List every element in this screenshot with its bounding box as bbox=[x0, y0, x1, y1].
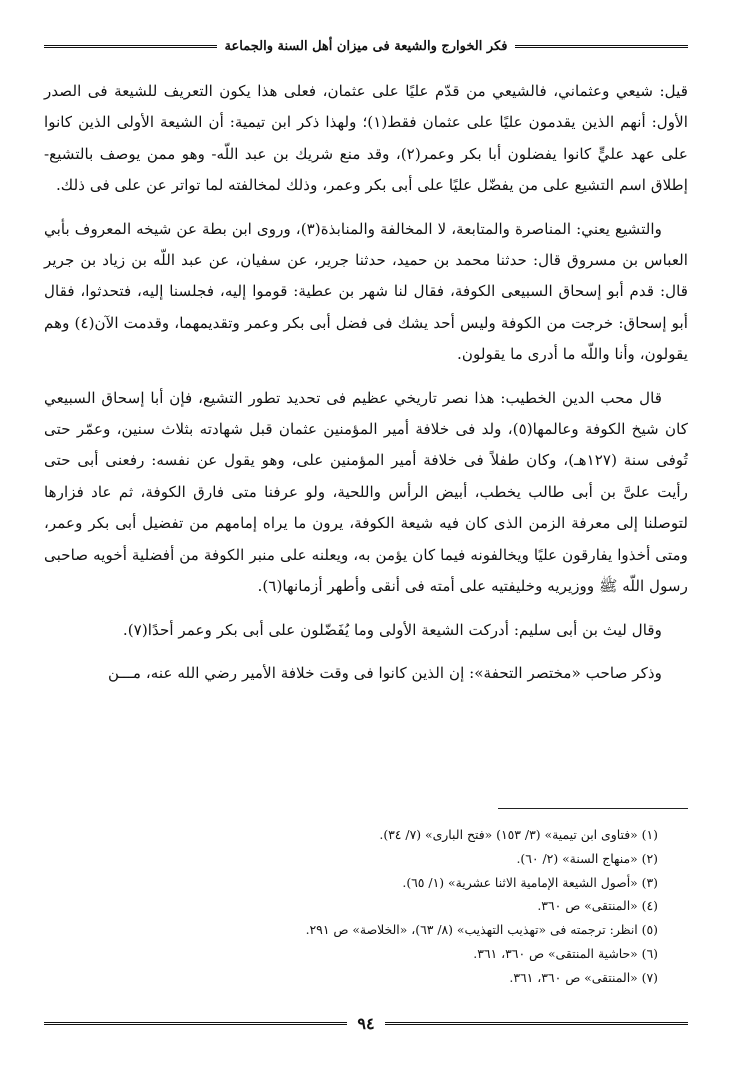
footnote: (٣) «أصول الشيعة الإمامية الاثنا عشرية» (١/ ٦٥). bbox=[402, 874, 658, 890]
paragraph: قال محب الدين الخطيب: هذا نصر تاريخي عظيم فى تحديد تطور التشيع، فإن أبا إسحاق السبيعي كان شيخ الكوفة وعالمها(٥)، ولد فى خلافة أمير المؤمنين عثمان قبل شهادته بثلاث سنين، وعمّر حتى تُوفى سنة (١٢٧هـ)، وكان طفلاً فى خلافة أمير المؤمنين على، وهو يقول عن نفسه: رفعنى أبى حتى رأيت علىَّ بن أبى طالب يخطب، أبيض الرأس واللحية، ولو عرفنا متى فارق الكوفة، ثم عاد فزارها لتوصلنا إلى معرفة الزمن الذى كان فيه شيعة الكوفة، يرون ما يراه إمامهم من تفضيل أبى بكر وعمر، ومتى أخذوا يفارقون عليًا ويخالفونه فيما كان يؤمن به، ويعلنه على منبر الكوفة من أفضلية أخويه صاحبى رسول اللّه ﷺ ووزيريه وخليفتيه على أمته فى أنقى وأطهر أزمانها(٦). bbox=[44, 388, 688, 596]
footnote: (٥) انظر: ترجمته فى «تهذيب التهذيب» (٨/ ٦٣)، «الخلاصة» ص ٢٩١. bbox=[305, 922, 658, 938]
footnote: (١) «فتاوى ابن تيمية» (٣/ ١٥٣) «فتح البارى» (٧/ ٣٤). bbox=[379, 827, 658, 842]
footnote-separator bbox=[498, 808, 688, 809]
paragraph: قيل: شيعي وعثماني، فالشيعي من قدّم عليًا على عثمان، فعلى هذا يكون التعريف للشيعة فى الصدر الأول: أنهم الذين يقدمون عليًا على عثمان فقط(١)؛ ولهذا ذكر ابن تيمية: أن الشيعة الأولى الذين كانوا على عهد عليٍّ كانوا يفضلون أبا بكر وعمر(٢)، وقد منع شريك بن عبد اللّه- وهو ممن يوصف بالتشيع- إطلاق اسم التشيع على من يفضّل عليًا على أبى بكر وعمر، وذلك لمخالفته لما تواتر عن على فى ذلك. bbox=[44, 82, 688, 195]
page-footer bbox=[44, 1013, 688, 1033]
main-text bbox=[44, 76, 688, 701]
footnote: (٦) «حاشية المنتقى» ص ٣٦٠، ٣٦١. bbox=[473, 945, 658, 961]
paragraph: وقال ليث بن أبى سليم: أدركت الشيعة الأولى وما يُفَضّلون على أبى بكر وعمر أحدًا(٧). bbox=[122, 620, 662, 639]
running-header bbox=[44, 36, 688, 56]
header-rule-right bbox=[515, 45, 688, 48]
footnote: (٧) «المنتقى» ص ٣٦٠، ٣٦١. bbox=[509, 969, 658, 985]
footnotes bbox=[44, 808, 688, 990]
paragraph: والتشيع يعني: المناصرة والمتابعة، لا المخالفة والمنابذة(٣)، وروى ابن بطة عن شيخه المعروف بأبي العباس بن مسروق قال: حدثنا محمد بن حميد، حدثنا جرير، عن سفيان، عن عبد اللّه بن زياد بن جرير قال: قدم أبو إسحاق السبيعى الكوفة، فقال لنا شهر بن عطية: قوموا إليه، فجلسنا إليه، فتحدثوا، فقال أبو إسحاق: خرجت من الكوفة وليس أحد يشك فى فضل أبى بكر وعمر وتقديمهما، وقدمت الآن(٤) وهم يقولون، وأنا واللّه ما أدرى ما يقولون. bbox=[44, 219, 688, 364]
header-title: فكر الخوارج والشيعة فى ميزان أهل السنة والجماعة bbox=[224, 38, 508, 54]
footer-rule-right bbox=[385, 1022, 688, 1025]
page-number: ٩٤ bbox=[357, 1013, 375, 1033]
footnote: (٤) «المنتقى» ص ٣٦٠. bbox=[537, 898, 658, 914]
footer-rule-left bbox=[44, 1022, 347, 1025]
footnote: (٢) «منهاج السنة» (٢/ ٦٠). bbox=[516, 850, 658, 866]
paragraph: وذكر صاحب «مختصر التحفة»: إن الذين كانوا فى وقت خلافة الأمير رضي الله عنه، مـــن bbox=[108, 663, 662, 682]
header-rule-left bbox=[44, 45, 217, 48]
